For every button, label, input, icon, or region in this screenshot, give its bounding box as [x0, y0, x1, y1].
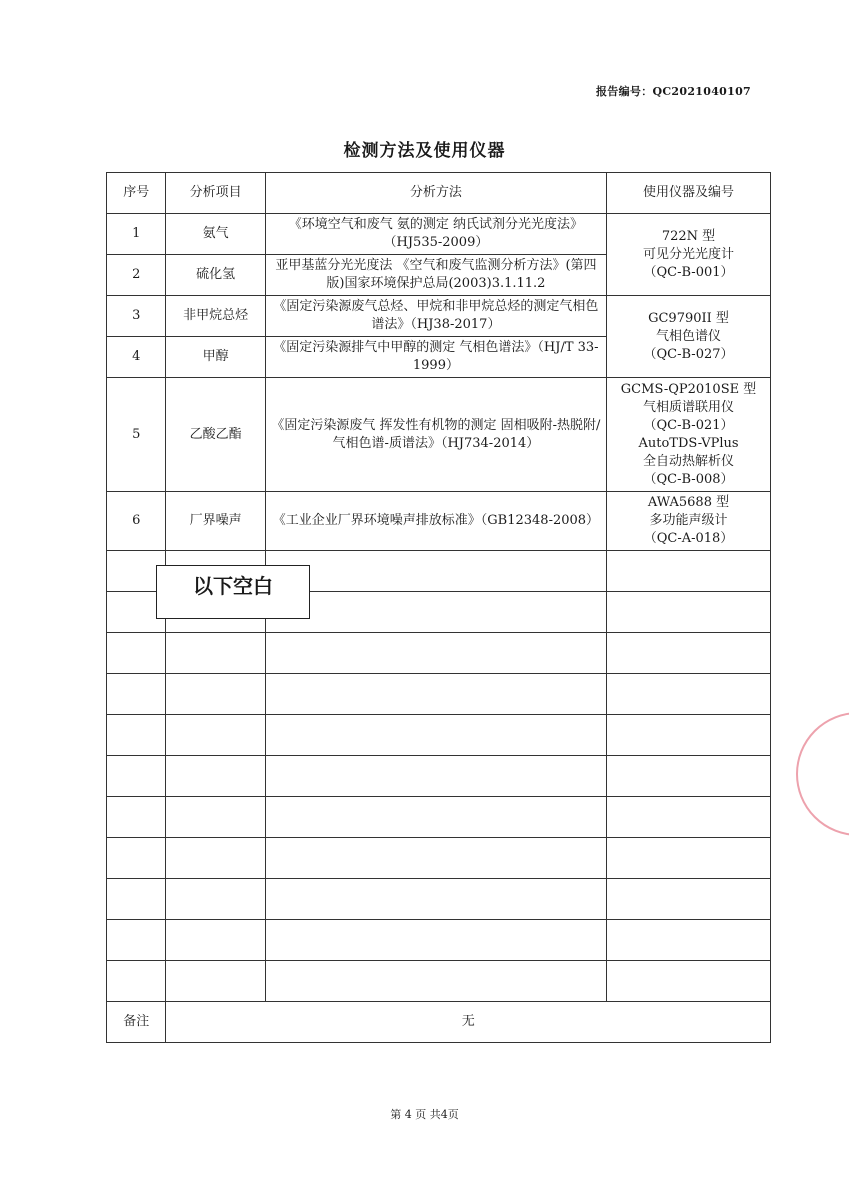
row-item: 厂界噪声	[166, 492, 265, 551]
row-method: 亚甲基蓝分光光度法 《空气和废气监测分析方法》(第四版)国家环境保护总局(2003)3.1.11.2	[265, 255, 606, 296]
blank-row	[107, 715, 771, 756]
header-no: 序号	[107, 173, 166, 214]
note-value: 无	[166, 1002, 771, 1043]
row-method: 《工业企业厂界环境噪声排放标准》（GB12348-2008）	[265, 492, 606, 551]
page-footer: 第 4 页 共4页	[390, 1108, 459, 1121]
instrument-cell: AWA5688 型 多功能声级计 （QC-A-018）	[607, 492, 771, 551]
header-item: 分析项目	[166, 173, 265, 214]
row-item: 甲醇	[166, 337, 265, 378]
table-row	[107, 378, 771, 492]
instrument-cell: GC9790II 型 气相色谱仪 （QC-B-027）	[607, 296, 771, 378]
row-no: 1	[107, 214, 166, 255]
blank-row	[107, 920, 771, 961]
header-instrument: 使用仪器及编号	[607, 173, 771, 214]
row-method: 《固定污染源废气总烃、甲烷和非甲烷总烃的测定气相色谱法》（HJ38-2017）	[265, 296, 606, 337]
row-no: 5	[107, 378, 166, 492]
row-no: 2	[107, 255, 166, 296]
blank-row	[107, 797, 771, 838]
row-no: 3	[107, 296, 166, 337]
blank-row	[107, 961, 771, 1002]
header-method: 分析方法	[265, 173, 606, 214]
row-method: 《固定污染源废气 挥发性有机物的测定 固相吸附-热脱附/气相色谱-质谱法》（HJ734-2014）	[265, 378, 606, 492]
row-item: 硫化氢	[166, 255, 265, 296]
blank-row	[107, 756, 771, 797]
blank-below-stamp: 以下空白	[156, 565, 310, 619]
instrument-cell: 722N 型 可见分光光度计 （QC-B-001）	[607, 214, 771, 296]
row-item: 氨气	[166, 214, 265, 255]
row-item: 乙酸乙酯	[166, 378, 265, 492]
blank-row	[107, 633, 771, 674]
row-no: 4	[107, 337, 166, 378]
red-seal	[796, 712, 849, 836]
blank-row	[107, 674, 771, 715]
note-row	[107, 1002, 771, 1043]
blank-row	[107, 838, 771, 879]
table-row	[107, 492, 771, 551]
table-row	[107, 214, 771, 255]
row-method: 《环境空气和废气 氨的测定 纳氏试剂分光光度法》（HJ535-2009）	[265, 214, 606, 255]
row-item: 非甲烷总烃	[166, 296, 265, 337]
report-number: 报告编号：QC2021040107	[596, 85, 751, 98]
row-no: 6	[107, 492, 166, 551]
row-method: 《固定污染源排气中甲醇的测定 气相色谱法》（HJ/T 33-1999）	[265, 337, 606, 378]
instrument-cell: GCMS-QP2010SE 型 气相质谱联用仪 （QC-B-021） AutoTDS-VPlus 全自动热解析仪 （QC-B-008）	[607, 378, 771, 492]
table-row	[107, 296, 771, 337]
page-title: 检测方法及使用仪器	[343, 141, 506, 161]
table-header-row	[107, 173, 771, 214]
blank-row	[107, 879, 771, 920]
note-label: 备注	[107, 1002, 166, 1043]
